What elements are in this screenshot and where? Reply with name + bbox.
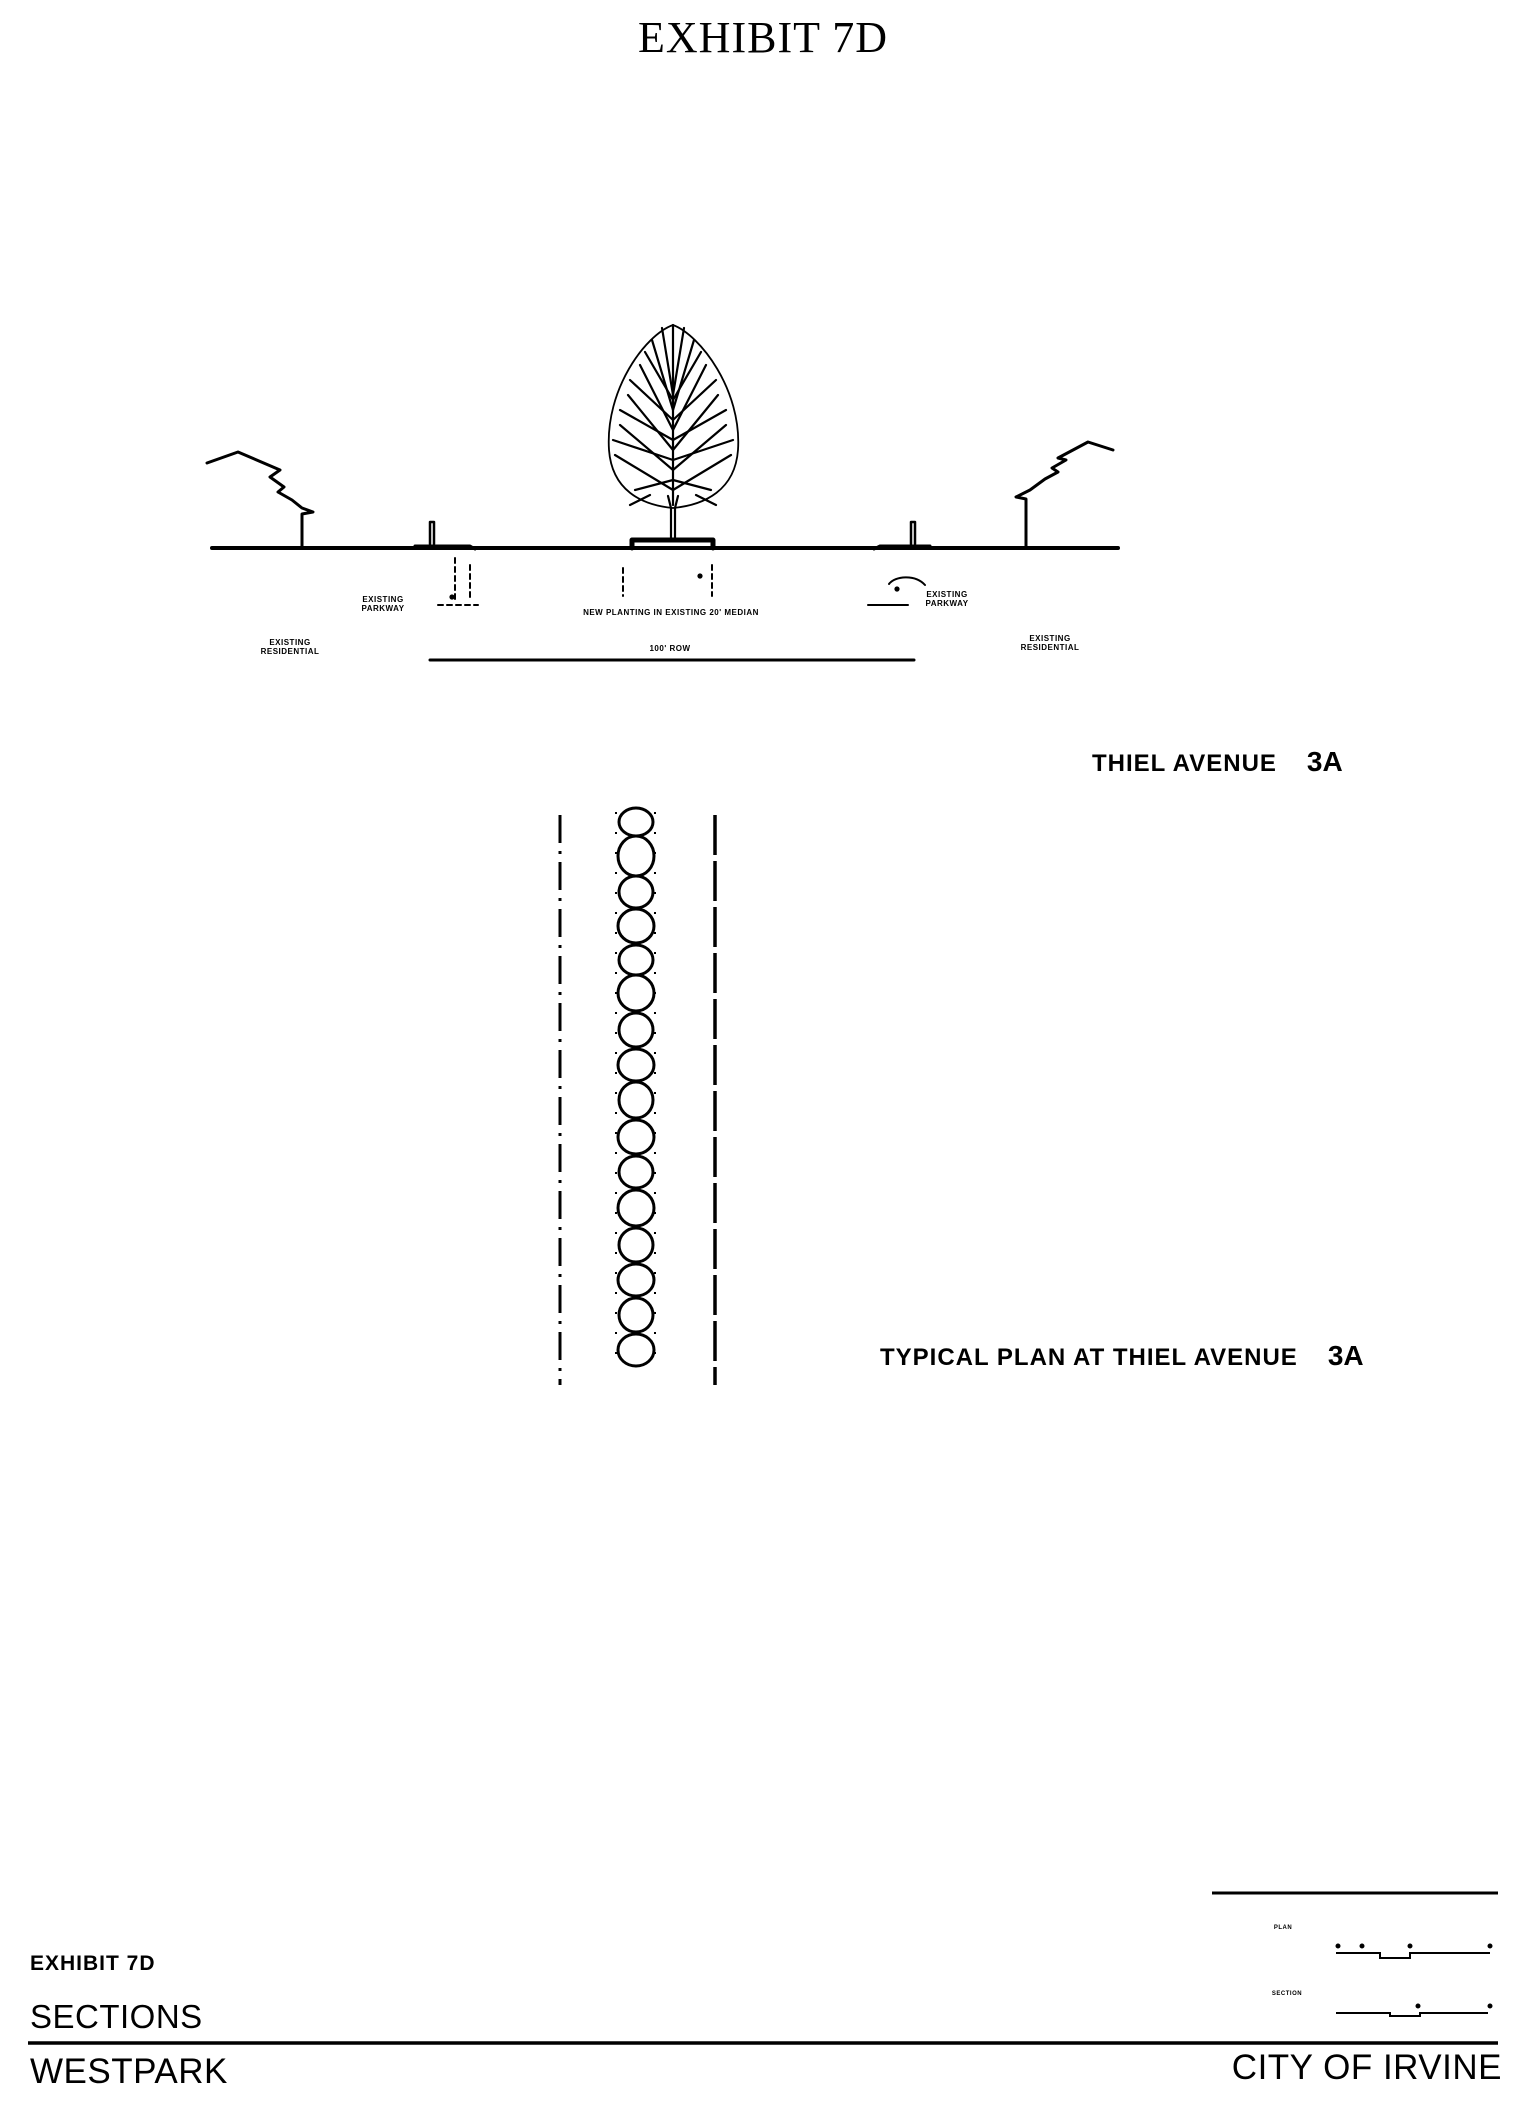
plan-caption — [880, 1340, 1364, 1372]
graphic-scale — [1336, 1945, 1492, 2017]
section-scale-bar — [1336, 2013, 1488, 2016]
label-median: NEW PLANTING IN EXISTING 20' MEDIAN — [583, 608, 759, 617]
label-row: 100' ROW — [649, 644, 691, 653]
exhibit-title: EXHIBIT 7D — [638, 13, 888, 62]
section-caption-number: 3A — [1306, 746, 1343, 777]
median-tree — [609, 325, 739, 541]
label-right-residential: EXISTING RESIDENTIAL — [1020, 634, 1080, 652]
plan-caption-number: 3A — [1327, 1340, 1364, 1371]
section-caption-text: THIEL AVENUE — [1092, 750, 1277, 777]
label-left-residential: EXISTING RESIDENTIAL — [260, 638, 320, 656]
label-right-parkway: EXISTING PARKWAY — [925, 590, 969, 608]
title-block-agency: CITY OF IRVINE — [1231, 2048, 1502, 2087]
plan-scale-bar — [1336, 1953, 1490, 1958]
left-streetlight — [430, 522, 434, 544]
left-house — [207, 452, 313, 548]
plan-caption-text: TYPICAL PLAN AT THIEL AVENUE — [880, 1344, 1298, 1371]
section-caption — [1092, 746, 1343, 778]
typical-plan-diagram — [560, 808, 715, 1385]
title-block-exhibit: EXHIBIT 7D — [30, 1952, 156, 1975]
right-streetlight — [911, 522, 915, 544]
scale-section-label: SECTION — [1271, 1991, 1303, 1997]
title-block-project: WESTPARK — [30, 2052, 228, 2091]
label-left-parkway: EXISTING PARKWAY — [361, 595, 405, 613]
right-house — [1016, 442, 1113, 548]
title-block-lines — [28, 1893, 1498, 2043]
title-block-sheet: SECTIONS — [30, 1998, 203, 2035]
scale-plan-label: PLAN — [1273, 1925, 1293, 1931]
plan-shrub-row — [618, 808, 654, 1366]
